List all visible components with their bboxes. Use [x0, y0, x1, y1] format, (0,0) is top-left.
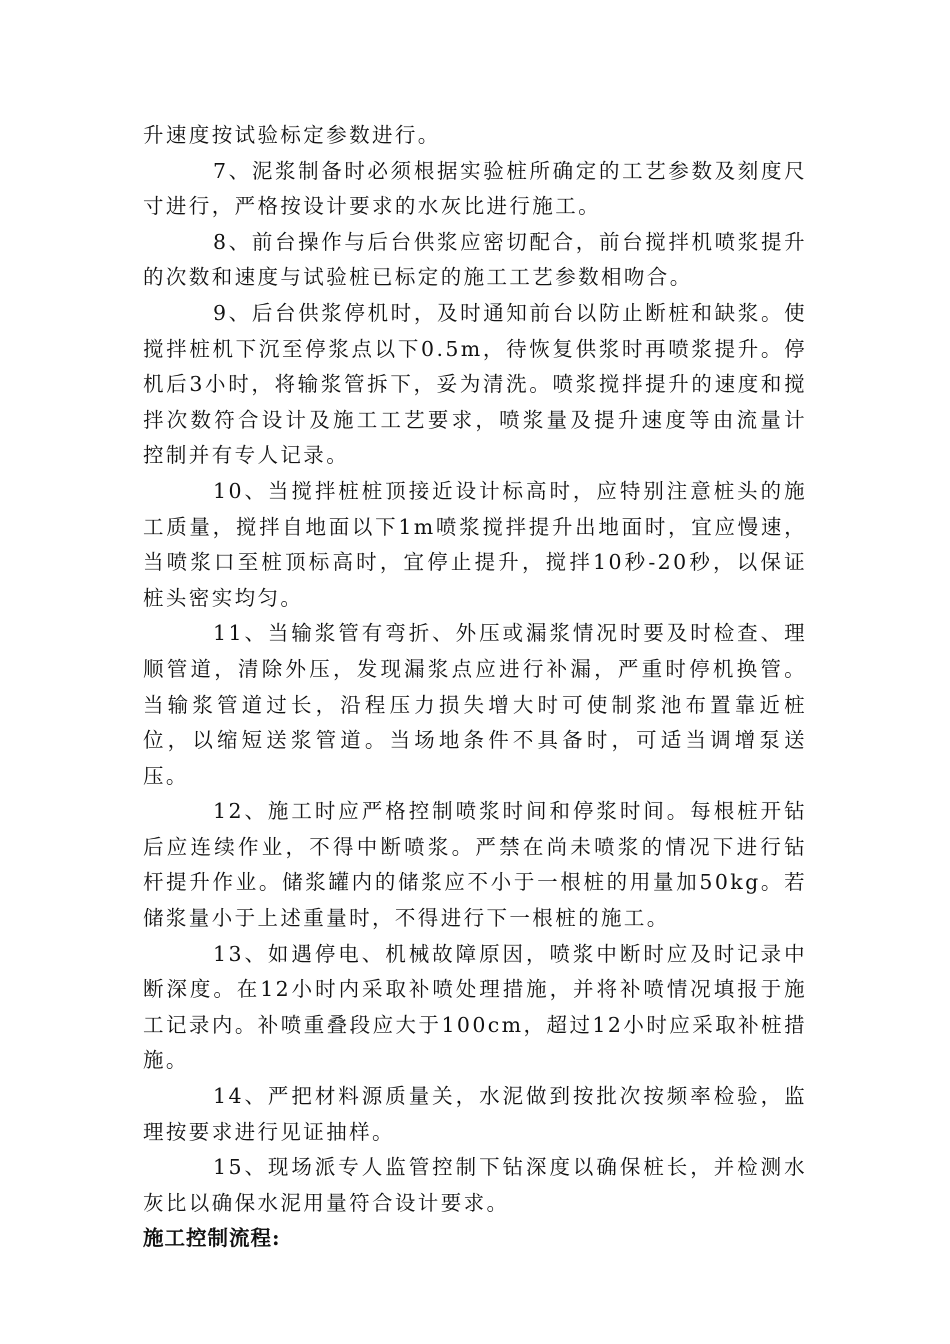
paragraph-continuation: 升速度按试验标定参数进行。 [143, 123, 441, 147]
paragraph-item-7: 7、泥浆制备时必须根据实验桩所确定的工艺参数及刻度尺寸进行，严格按设计要求的水灰比进行施工。 [143, 158, 807, 219]
document-body [143, 118, 807, 1257]
section-heading: 施工控制流程: [143, 1226, 281, 1251]
paragraph-item-12: 12、施工时应严格控制喷浆时间和停浆时间。每根桩开钻后应连续作业，不得中断喷浆。严禁在尚未喷浆的情况下进行钻杆提升作业。储浆罐内的储浆应不小于一根桩的用量加50kg。若储浆量小于上述重量时，不得进行下一根桩的施工。 [143, 799, 807, 931]
paragraph-item-9: 9、后台供浆停机时，及时通知前台以防止断桩和缺浆。使搅拌桩机下沉至停浆点以下0.5m，待恢复供浆时再喷浆提升。停机后3小时，将输浆管拆下，妥为清洗。喷浆搅拌提升的速度和搅拌次数符合设计及施工工艺要求，喷浆量及提升速度等由流量计控制并有专人记录。 [143, 300, 807, 468]
paragraph-item-13: 13、如遇停电、机械故障原因，喷浆中断时应及时记录中断深度。在12小时内采取补喷处理措施，并将补喷情况填报于施工记录内。补喷重叠段应大于100cm，超过12小时应采取补桩措施。 [143, 941, 807, 1073]
paragraph-item-11: 11、当输浆管有弯折、外压或漏浆情况时要及时检查、理顺管道，清除外压，发现漏浆点应进行补漏，严重时停机换管。当输浆管道过长，沿程压力损失增大时可使制浆池布置靠近桩位，以缩短送浆管道。当场地条件不具备时，可适当调增泵送压。 [143, 621, 807, 788]
paragraph-item-8: 8、前台操作与后台供浆应密切配合，前台搅拌机喷浆提升的次数和速度与试验桩已标定的施工工艺参数相吻合。 [143, 229, 807, 290]
paragraph-item-10: 10、当搅拌桩桩顶接近设计标高时，应特别注意桩头的施工质量，搅拌自地面以下1m喷浆搅拌提升出地面时，宜应慢速，当喷浆口至桩顶标高时，宜停止提升，搅拌10秒-20秒，以保证桩头密实均匀。 [143, 478, 807, 610]
paragraph-item-14: 14、严把材料源质量关，水泥做到按批次按频率检验，监理按要求进行见证抽样。 [143, 1084, 807, 1144]
paragraph-item-15: 15、现场派专人监管控制下钻深度以确保桩长，并检测水灰比以确保水泥用量符合设计要求。 [143, 1155, 807, 1215]
